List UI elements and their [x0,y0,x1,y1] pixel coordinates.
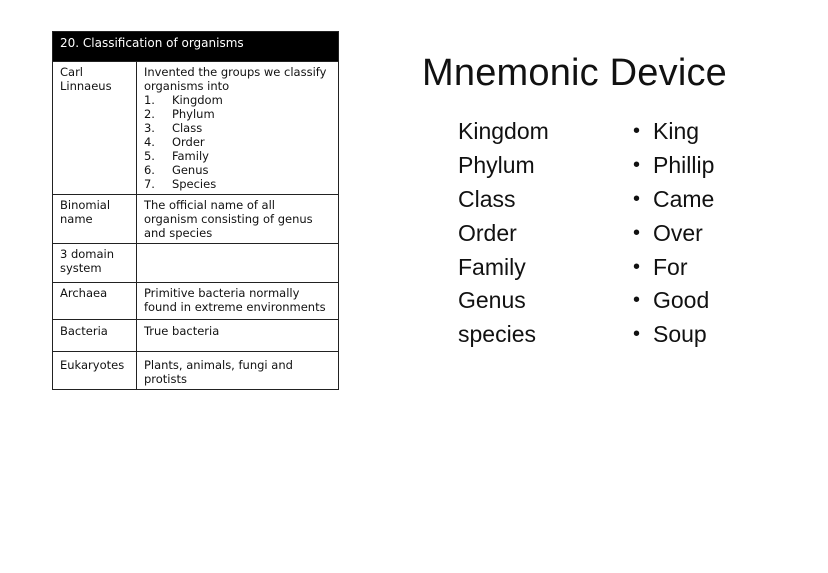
mnemonic-row [458,115,758,149]
definition-cell: True bacteria [136,320,338,352]
mnemonic-word: Over [653,219,703,246]
list-item: 6. Genus [143,163,209,177]
table-header-row [53,32,339,62]
table-row [53,283,339,320]
bullet-icon: • [633,120,641,143]
table-row [53,352,339,390]
bullet-icon: • [633,255,641,278]
mnemonic-row [458,318,758,352]
mnemonic-row [458,250,758,284]
bullet-icon: • [633,323,641,346]
table-heading: 20. Classification of organisms [53,32,339,62]
mnemonic-word: Soup [653,321,707,348]
rank-word: Phylum [458,152,535,179]
table-row [53,244,339,283]
term-cell: Binomial name [53,195,137,244]
mnemonic-row [458,149,758,183]
definition-cell: Primitive bacteria normally found in extreme environments [136,283,338,320]
list-item: 1. Kingdom [143,93,223,107]
classification-levels-list [144,93,332,191]
table-row [53,320,339,352]
rank-word: Family [458,253,526,280]
list-item: 4. Order [143,135,205,149]
mnemonic-list [458,115,758,352]
bullet-icon: • [633,154,641,177]
definition-cell [136,244,338,283]
rank-word: Order [458,219,517,246]
definition-text: Invented the groups we classify organisms into [143,65,327,93]
term-cell: Bacteria [53,320,137,352]
rank-word: Kingdom [458,118,549,145]
definition-cell: Plants, animals, fungi and protists [136,352,338,390]
rank-word: species [458,321,536,348]
bullet-icon: • [633,221,641,244]
mnemonic-row [458,216,758,250]
mnemonic-word: Phillip [653,152,715,179]
list-item: 5. Family [143,149,209,163]
mnemonic-row [458,284,758,318]
mnemonic-word: King [653,118,700,145]
rank-word: Class [458,185,516,212]
mnemonic-word: Good [653,287,710,314]
table-row [53,62,339,195]
bullet-icon: • [633,187,641,210]
mnemonic-row [458,183,758,217]
mnemonic-word: Came [653,185,715,212]
term-cell: Eukaryotes [53,352,137,390]
classification-table [52,31,339,390]
term-cell: 3 domain system [53,244,137,283]
table-row [53,195,339,244]
bullet-icon: • [633,289,641,312]
term-cell: Carl Linnaeus [53,62,137,195]
slide-title: Mnemonic Device [422,52,727,94]
mnemonic-word: For [653,253,688,280]
definition-cell [136,62,338,195]
rank-word: Genus [458,287,526,314]
term-cell: Archaea [53,283,137,320]
definition-cell: The official name of all organism consisting of genus and species [136,195,338,244]
list-item: 2. Phylum [143,107,215,121]
list-item: 3. Class [143,121,203,135]
list-item: 7. Species [143,177,217,191]
